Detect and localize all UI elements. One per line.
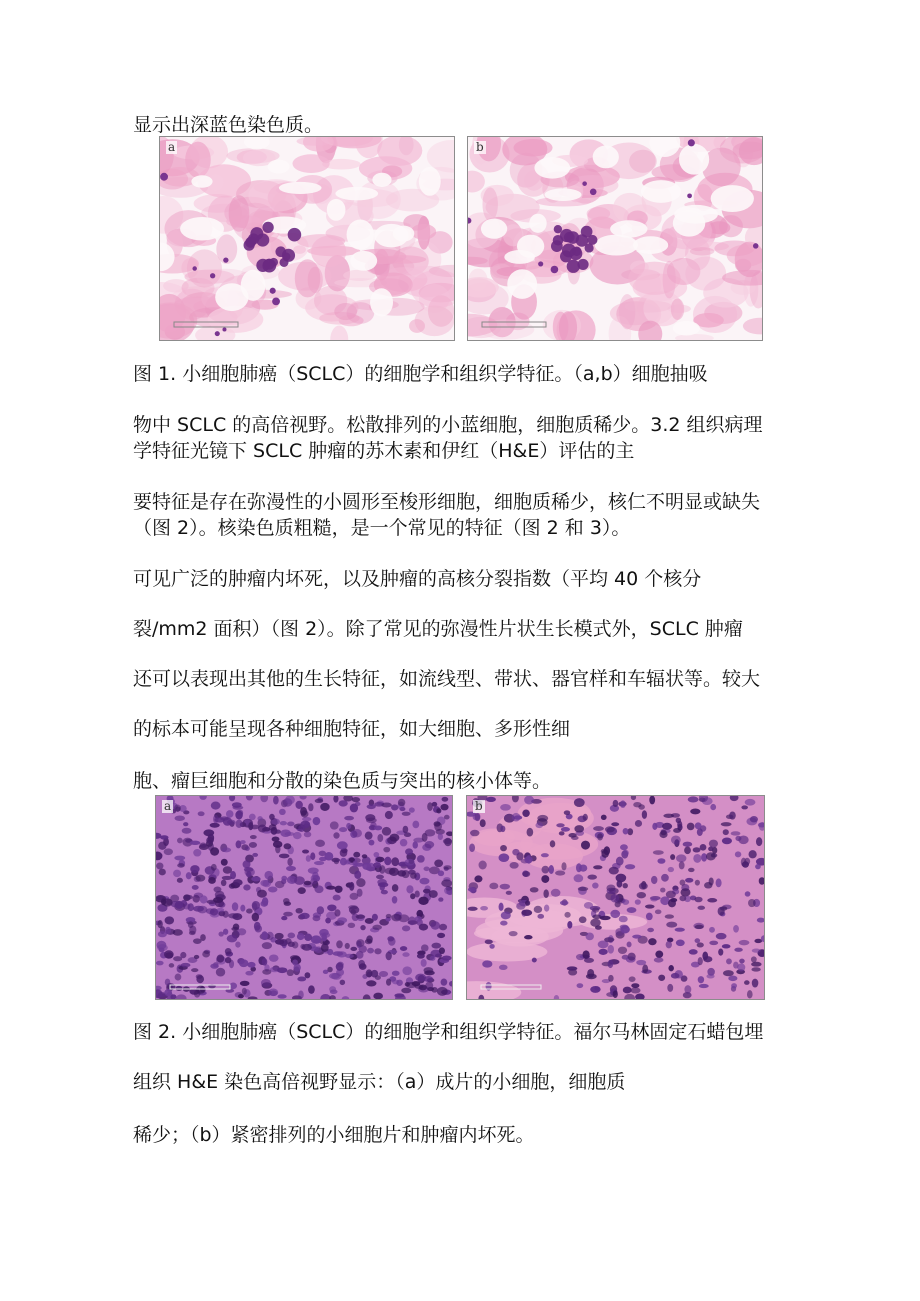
figure2-caption-line-3: 稀少；（b）紧密排列的小细胞片和肿瘤内坏死。 — [133, 1124, 535, 1146]
figure1-panel-a-label: a — [168, 140, 176, 154]
figure1-panel-b-label: b — [476, 140, 484, 154]
figure2-caption-line-1: 图 2. 小细胞肺癌（SCLC）的细胞学和组织学特征。福尔马林固定石蜡包埋 — [133, 1021, 764, 1043]
body-line-1: 物中 SCLC 的高倍视野。松散排列的小蓝细胞，细胞质稀少。3.2 组织病理 — [133, 414, 763, 436]
body-line-5: 可见广泛的肿瘤内坏死，以及肿瘤的高核分裂指数（平均 40 个核分 — [133, 568, 702, 590]
body-line-4: （图 2）。核染色质粗糙，是一个常见的特征（图 2 和 3）。 — [133, 517, 631, 539]
body-line-7: 还可以表现出其他的生长特征，如流线型、带状、器官样和车辐状等。较大 — [133, 668, 761, 690]
figure2-panel-b-image — [466, 795, 765, 1000]
figure1-caption: 图 1. 小细胞肺癌（SCLC）的细胞学和组织学特征。（a,b）细胞抽吸 — [133, 363, 708, 385]
figure2-panel-a-image — [155, 795, 453, 1000]
body-line-3: 要特征是存在弥漫性的小圆形至梭形细胞，细胞质稀少，核仁不明显或缺失 — [133, 491, 761, 513]
body-line-9: 胞、瘤巨细胞和分散的染色质与突出的核小体等。 — [133, 770, 552, 792]
figure2-caption-line-2: 组织 H&E 染色高倍视野显示：（a）成片的小细胞，细胞质 — [133, 1071, 626, 1093]
body-line-6: 裂/mm2 面积）（图 2）。除了常见的弥漫性片状生长模式外，SCLC 肿瘤 — [133, 618, 743, 640]
figure1-panel-a-image — [159, 136, 455, 341]
figure1-panel-b-image — [467, 136, 763, 341]
figure2-panel-b-label: b — [475, 799, 483, 813]
figure2-panel-a-label: a — [164, 799, 172, 813]
body-line-2: 学特征光镜下 SCLC 肿瘤的苏木素和伊红（H&E）评估的主 — [133, 440, 635, 462]
intro-text: 显示出深蓝色染色质。 — [133, 114, 324, 136]
body-line-8: 的标本可能呈现各种细胞特征，如大细胞、多形性细 — [133, 718, 571, 740]
